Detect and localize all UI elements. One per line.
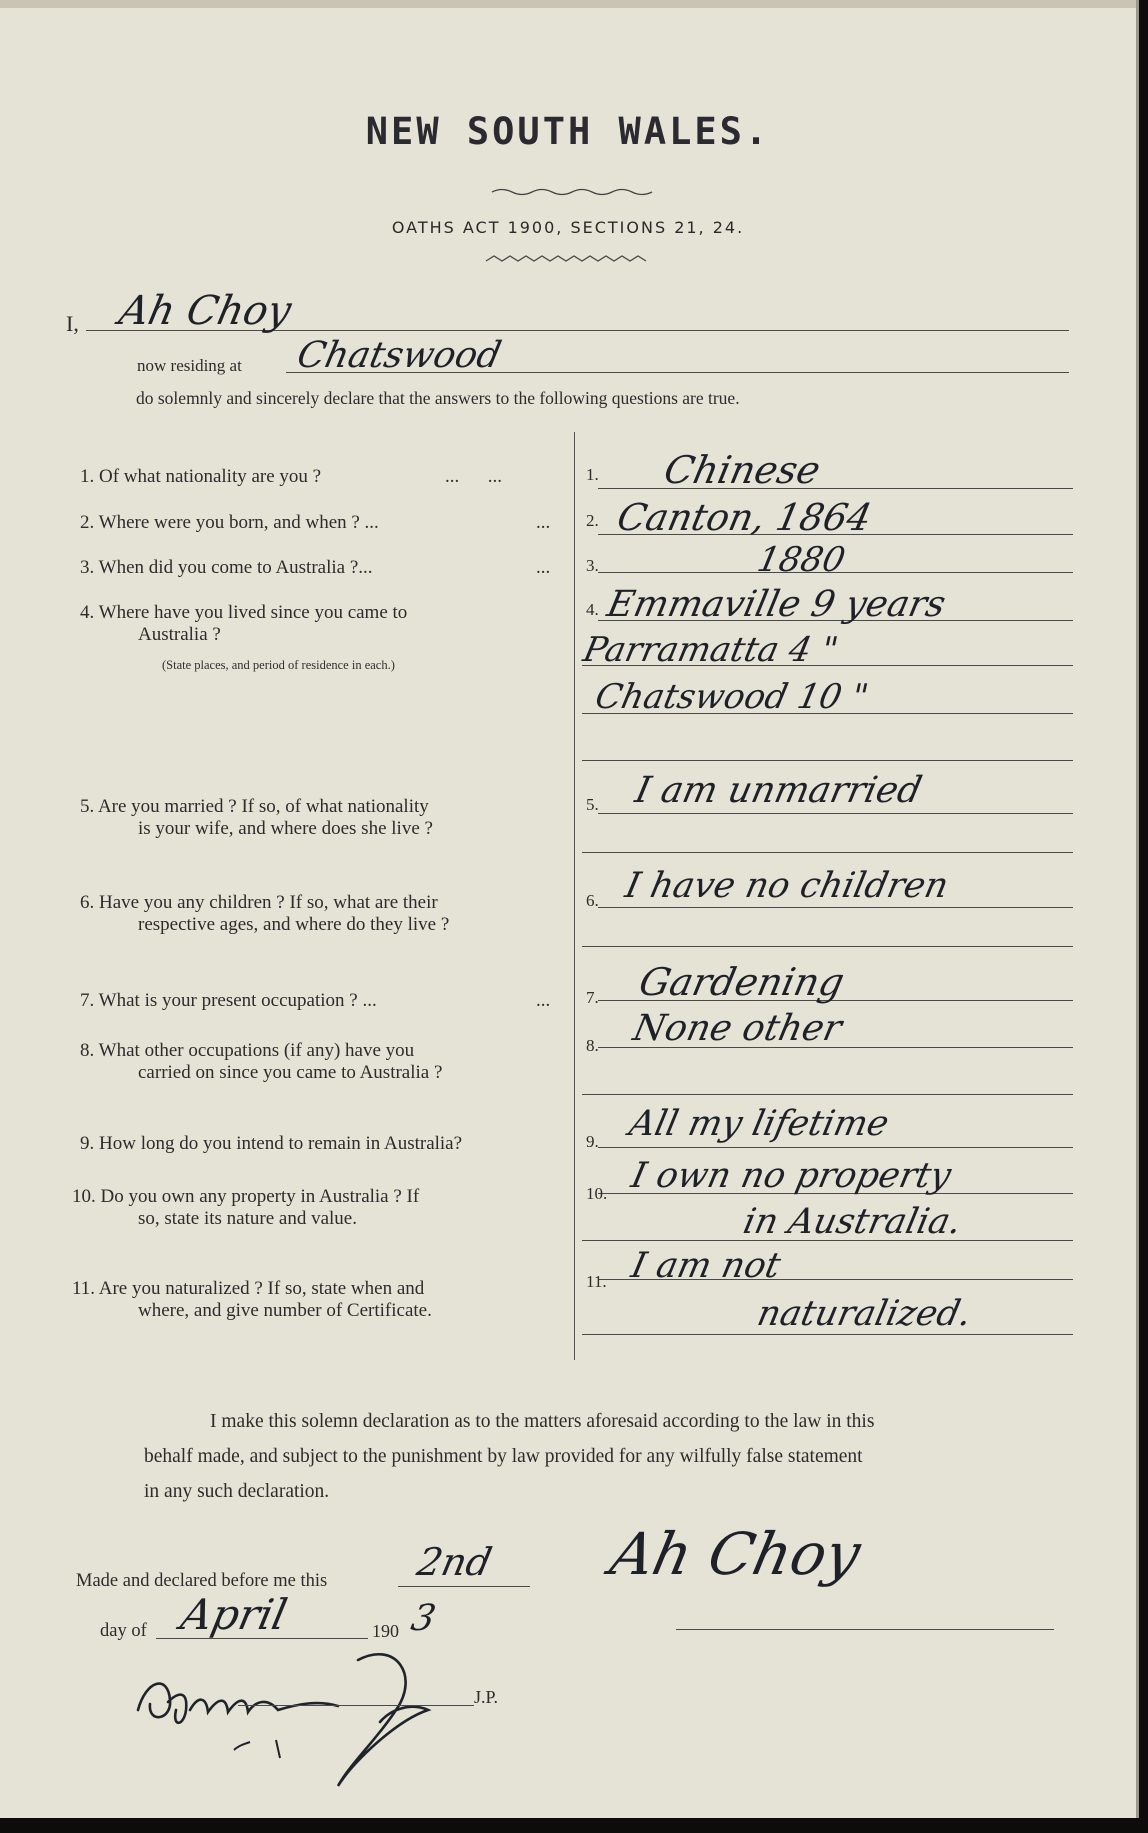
- question-number: 1.: [80, 466, 95, 487]
- made-declared-label: Made and declared before me this: [76, 1571, 328, 1591]
- question-text-cont: so, state its nature and value.: [138, 1208, 357, 1229]
- jp-signature: [128, 1640, 488, 1800]
- question-text: Where were you born, and when ? ...: [98, 512, 379, 533]
- day-line: [398, 1586, 530, 1587]
- answer-line: [582, 1094, 1073, 1095]
- answer-8: None other: [629, 1008, 846, 1049]
- form-title: NEW SOUTH WALES.: [365, 110, 771, 153]
- answer-4-line-1: Emmaville 9 years: [603, 584, 950, 625]
- declaration-line-1: I make this solemn declaration as to the matters aforesaid according to the law in this: [210, 1411, 875, 1432]
- answer-11-line-1: I am not: [627, 1246, 785, 1286]
- answer-line: [582, 946, 1073, 947]
- question-text: Are you naturalized ? If so, state when and: [98, 1278, 425, 1299]
- question-text: What is your present occupation ? ...: [98, 990, 377, 1011]
- form-subtitle: OATHS ACT 1900, SECTIONS 21, 24.: [391, 218, 745, 237]
- question-number: 5.: [80, 796, 95, 817]
- answer-6: I have no children: [621, 866, 952, 906]
- question-5: [80, 796, 433, 840]
- answer-11-line-2: naturalized.: [753, 1294, 975, 1334]
- question-number: 7.: [80, 990, 95, 1011]
- signature-line: [676, 1629, 1054, 1630]
- title-flourish: [490, 185, 660, 197]
- day-of-label: day of: [100, 1621, 147, 1641]
- answer-3: 1880: [753, 540, 849, 580]
- answer-line: [582, 760, 1073, 761]
- declarant-name: Ah Choy: [115, 288, 296, 334]
- question-8: [80, 1040, 442, 1084]
- answer-2: Canton, 1864: [613, 496, 876, 539]
- answer-line: [582, 1334, 1073, 1335]
- answer-7: Gardening: [635, 960, 849, 1004]
- question-text-cont: respective ages, and where do they live ?: [138, 914, 450, 935]
- answer-1: Chinese: [660, 448, 825, 492]
- question-4-note: (State places, and period of residence in each.): [162, 658, 395, 672]
- answer-4-line-3: Chatswood 10 ": [591, 677, 872, 717]
- question-number: 9.: [80, 1133, 95, 1154]
- question-7: [80, 990, 551, 1012]
- i-label: I,: [66, 311, 79, 336]
- question-text: Where have you lived since you came to: [98, 602, 408, 623]
- answer-number: 3.: [586, 556, 599, 575]
- page-top-edge: [0, 0, 1136, 8]
- question-text-cont: where, and give number of Certificate.: [138, 1300, 432, 1321]
- declaration-line-2: behalf made, and subject to the punishment by law provided for any wilfully false statement: [144, 1446, 863, 1467]
- answer-5: I am unmarried: [631, 770, 926, 811]
- declare-statement: do solemnly and sincerely declare that the answers to the following questions are true.: [136, 388, 740, 408]
- question-text-cont: Australia ?: [138, 624, 221, 645]
- question-number: 6.: [80, 892, 95, 913]
- month-value: April: [176, 1590, 292, 1639]
- answer-10-line-2: in Australia.: [739, 1202, 965, 1242]
- question-9: [80, 1133, 462, 1155]
- question-2: [80, 512, 551, 534]
- declarant-signature: Ah Choy: [604, 1520, 867, 1588]
- question-text-cont: carried on since you came to Australia ?: [138, 1062, 443, 1083]
- question-11: [72, 1278, 432, 1322]
- question-text: What other occupations (if any) have you: [98, 1040, 415, 1061]
- question-dots: ...: [536, 557, 551, 578]
- question-dots: ...: [536, 512, 551, 533]
- question-number: 2.: [80, 512, 95, 533]
- answer-number: 10.: [586, 1184, 608, 1203]
- answer-9: All my lifetime: [625, 1104, 893, 1144]
- answer-number: 5.: [586, 795, 599, 814]
- question-4: [80, 602, 560, 646]
- column-divider: [574, 432, 575, 1360]
- jp-label: J.P.: [474, 1687, 499, 1707]
- question-dots: ...: [536, 990, 551, 1011]
- question-text-cont: is your wife, and where does she live ?: [138, 818, 433, 839]
- question-10: [72, 1186, 419, 1230]
- question-number: 3.: [80, 557, 95, 578]
- answer-line: [598, 907, 1073, 908]
- answer-number: 1.: [586, 465, 599, 484]
- answer-line: [598, 1147, 1073, 1148]
- question-number: 8.: [80, 1040, 95, 1061]
- question-text: Are you married ? If so, of what nationality: [97, 796, 429, 817]
- year-prefix: 190: [372, 1621, 399, 1641]
- answer-10-line-1: I own no property: [627, 1156, 955, 1196]
- answer-number: 4.: [586, 600, 599, 619]
- answer-number: 6.: [586, 891, 599, 910]
- year-suffix: 3: [407, 1598, 440, 1639]
- question-number: 11.: [72, 1278, 96, 1299]
- subtitle-flourish: [484, 253, 654, 265]
- answer-line: [582, 852, 1073, 853]
- question-dots: ... ...: [445, 466, 502, 487]
- answer-number: 7.: [586, 988, 599, 1007]
- answer-number: 9.: [586, 1132, 599, 1151]
- question-3: [80, 557, 551, 579]
- question-text: Have you any children ? If so, what are their: [99, 892, 438, 913]
- answer-line: [598, 813, 1073, 814]
- question-1: [80, 466, 502, 488]
- question-number: 4.: [80, 602, 95, 623]
- day-value: 2nd: [413, 1540, 496, 1584]
- question-number: 10.: [72, 1186, 96, 1207]
- declaration-line-3: in any such declaration.: [144, 1481, 330, 1502]
- residence-value: Chatswood: [293, 335, 505, 376]
- answer-4-line-2: Parramatta 4 ": [579, 630, 842, 670]
- question-text: How long do you intend to remain in Australia?: [99, 1133, 463, 1154]
- answer-number: 8.: [586, 1036, 599, 1055]
- answer-number: 11.: [586, 1272, 607, 1291]
- question-text: Do you own any property in Australia ? If: [100, 1186, 420, 1207]
- answer-number: 2.: [586, 511, 599, 530]
- jp-line: [238, 1705, 474, 1706]
- question-text: When did you come to Australia ?...: [98, 557, 373, 578]
- question-6: [80, 892, 449, 936]
- residing-label: now residing at: [137, 356, 242, 375]
- question-text: Of what nationality are you ?: [99, 466, 322, 487]
